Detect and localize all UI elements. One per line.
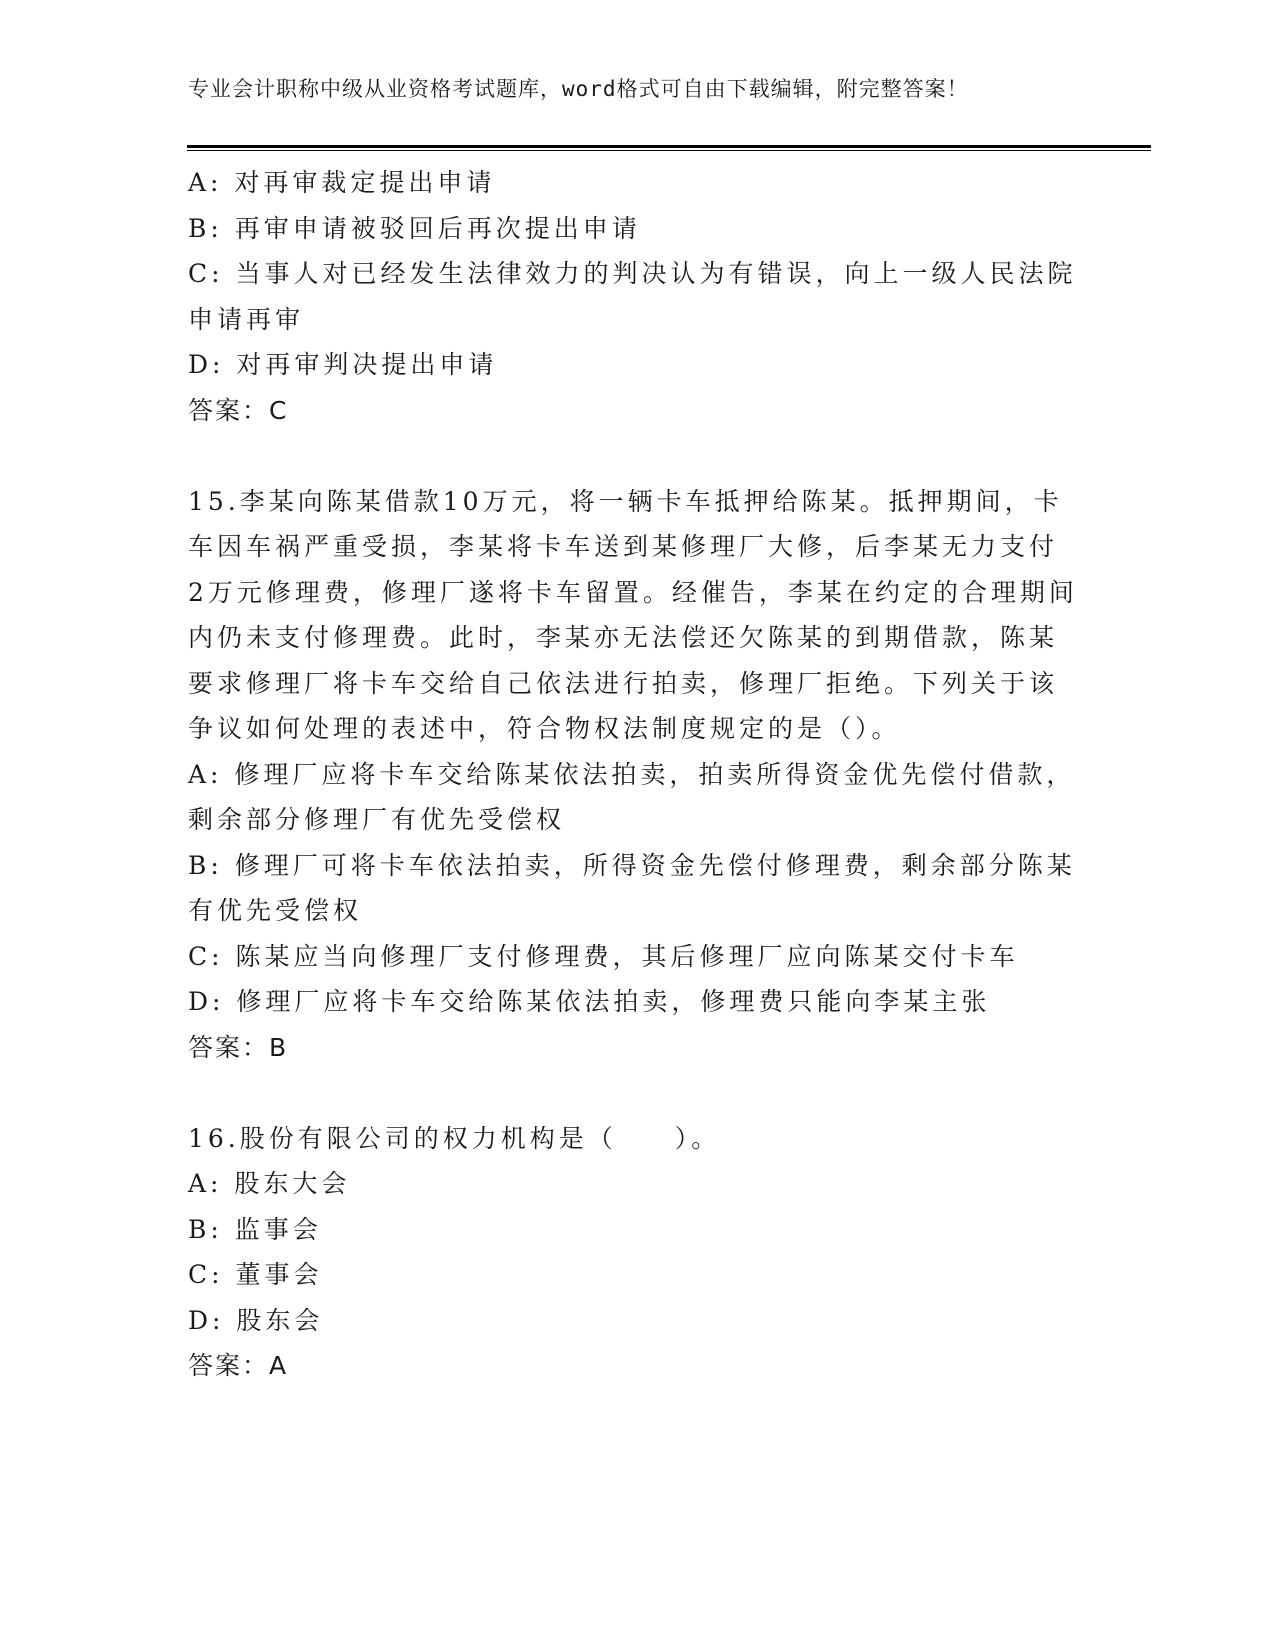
option-b: B: 监事会 [188, 1214, 322, 1244]
option-b-continued: 有优先受偿权 [188, 896, 363, 925]
answer-line: 答案：A [188, 1351, 289, 1380]
option-a-continued: 剩余部分修理厂有优先受偿权 [188, 805, 566, 834]
option-d: D: 修理厂应将卡车交给陈某依法拍卖，修理费只能向李某主张 [188, 987, 991, 1016]
option-b: B: 再审申请被驳回后再次提出申请 [188, 213, 641, 243]
option-a: A: 对再审裁定提出申请 [188, 168, 496, 197]
option-a: A: 修理厂应将卡车交给陈某依法拍卖，拍卖所得资金优先偿付借款， [188, 759, 1076, 789]
option-c: C: 陈某应当向修理厂支付修理费，其后修理厂应向陈某交付卡车 [188, 941, 1019, 971]
option-b: B: 修理厂可将卡车依法拍卖，所得资金先偿付修理费，剩余部分陈某 [188, 850, 1076, 880]
option-d: D: 对再审判决提出申请 [188, 350, 498, 379]
question-stem-line: 车因车祸严重受损，李某将卡车送到某修理厂大修，后李某无力支付 [188, 532, 1059, 561]
question-15 [188, 479, 1088, 1071]
header-divider-thin [187, 150, 1151, 151]
option-d: D: 股东会 [188, 1305, 324, 1335]
question-stem-line: 2万元修理费，修理厂遂将卡车留置。经催告，李某在约定的合理期间 [188, 577, 1078, 607]
header-divider [187, 145, 1151, 148]
question-stem-line: 15.李某向陈某借款10万元，将一辆卡车抵押给陈某。抵押期间，卡 [188, 486, 1063, 516]
page-header: 专业会计职称中级从业资格考试题库，word格式可自由下载编辑，附完整答案！ [188, 77, 969, 101]
question-16 [188, 1116, 1088, 1389]
option-a: A: 股东大会 [188, 1169, 351, 1198]
option-c: C: 董事会 [188, 1260, 323, 1289]
question-stem-line: 要求修理厂将卡车交给自己依法进行拍卖，修理厂拒绝。下列关于该 [188, 668, 1059, 698]
answer-line: 答案：B [188, 1032, 289, 1062]
question-14-tail [188, 160, 1088, 433]
answer-line: 答案：C [188, 395, 289, 425]
option-c: C: 当事人对已经发生法律效力的判决认为有错误，向上一级人民法院 [188, 259, 1077, 288]
spacer [188, 433, 1088, 479]
question-content [188, 160, 1088, 1389]
question-stem-line: 内仍未支付修理费。此时，李某亦无法偿还欠陈某的到期借款，陈某 [188, 623, 1059, 652]
option-c-continued: 申请再审 [188, 304, 305, 334]
spacer [188, 1070, 1088, 1116]
question-stem-line: 争议如何处理的表述中，符合物权法制度规定的是（）。 [188, 714, 901, 743]
question-stem-line: 16.股份有限公司的权力机构是（ ）。 [188, 1123, 721, 1153]
